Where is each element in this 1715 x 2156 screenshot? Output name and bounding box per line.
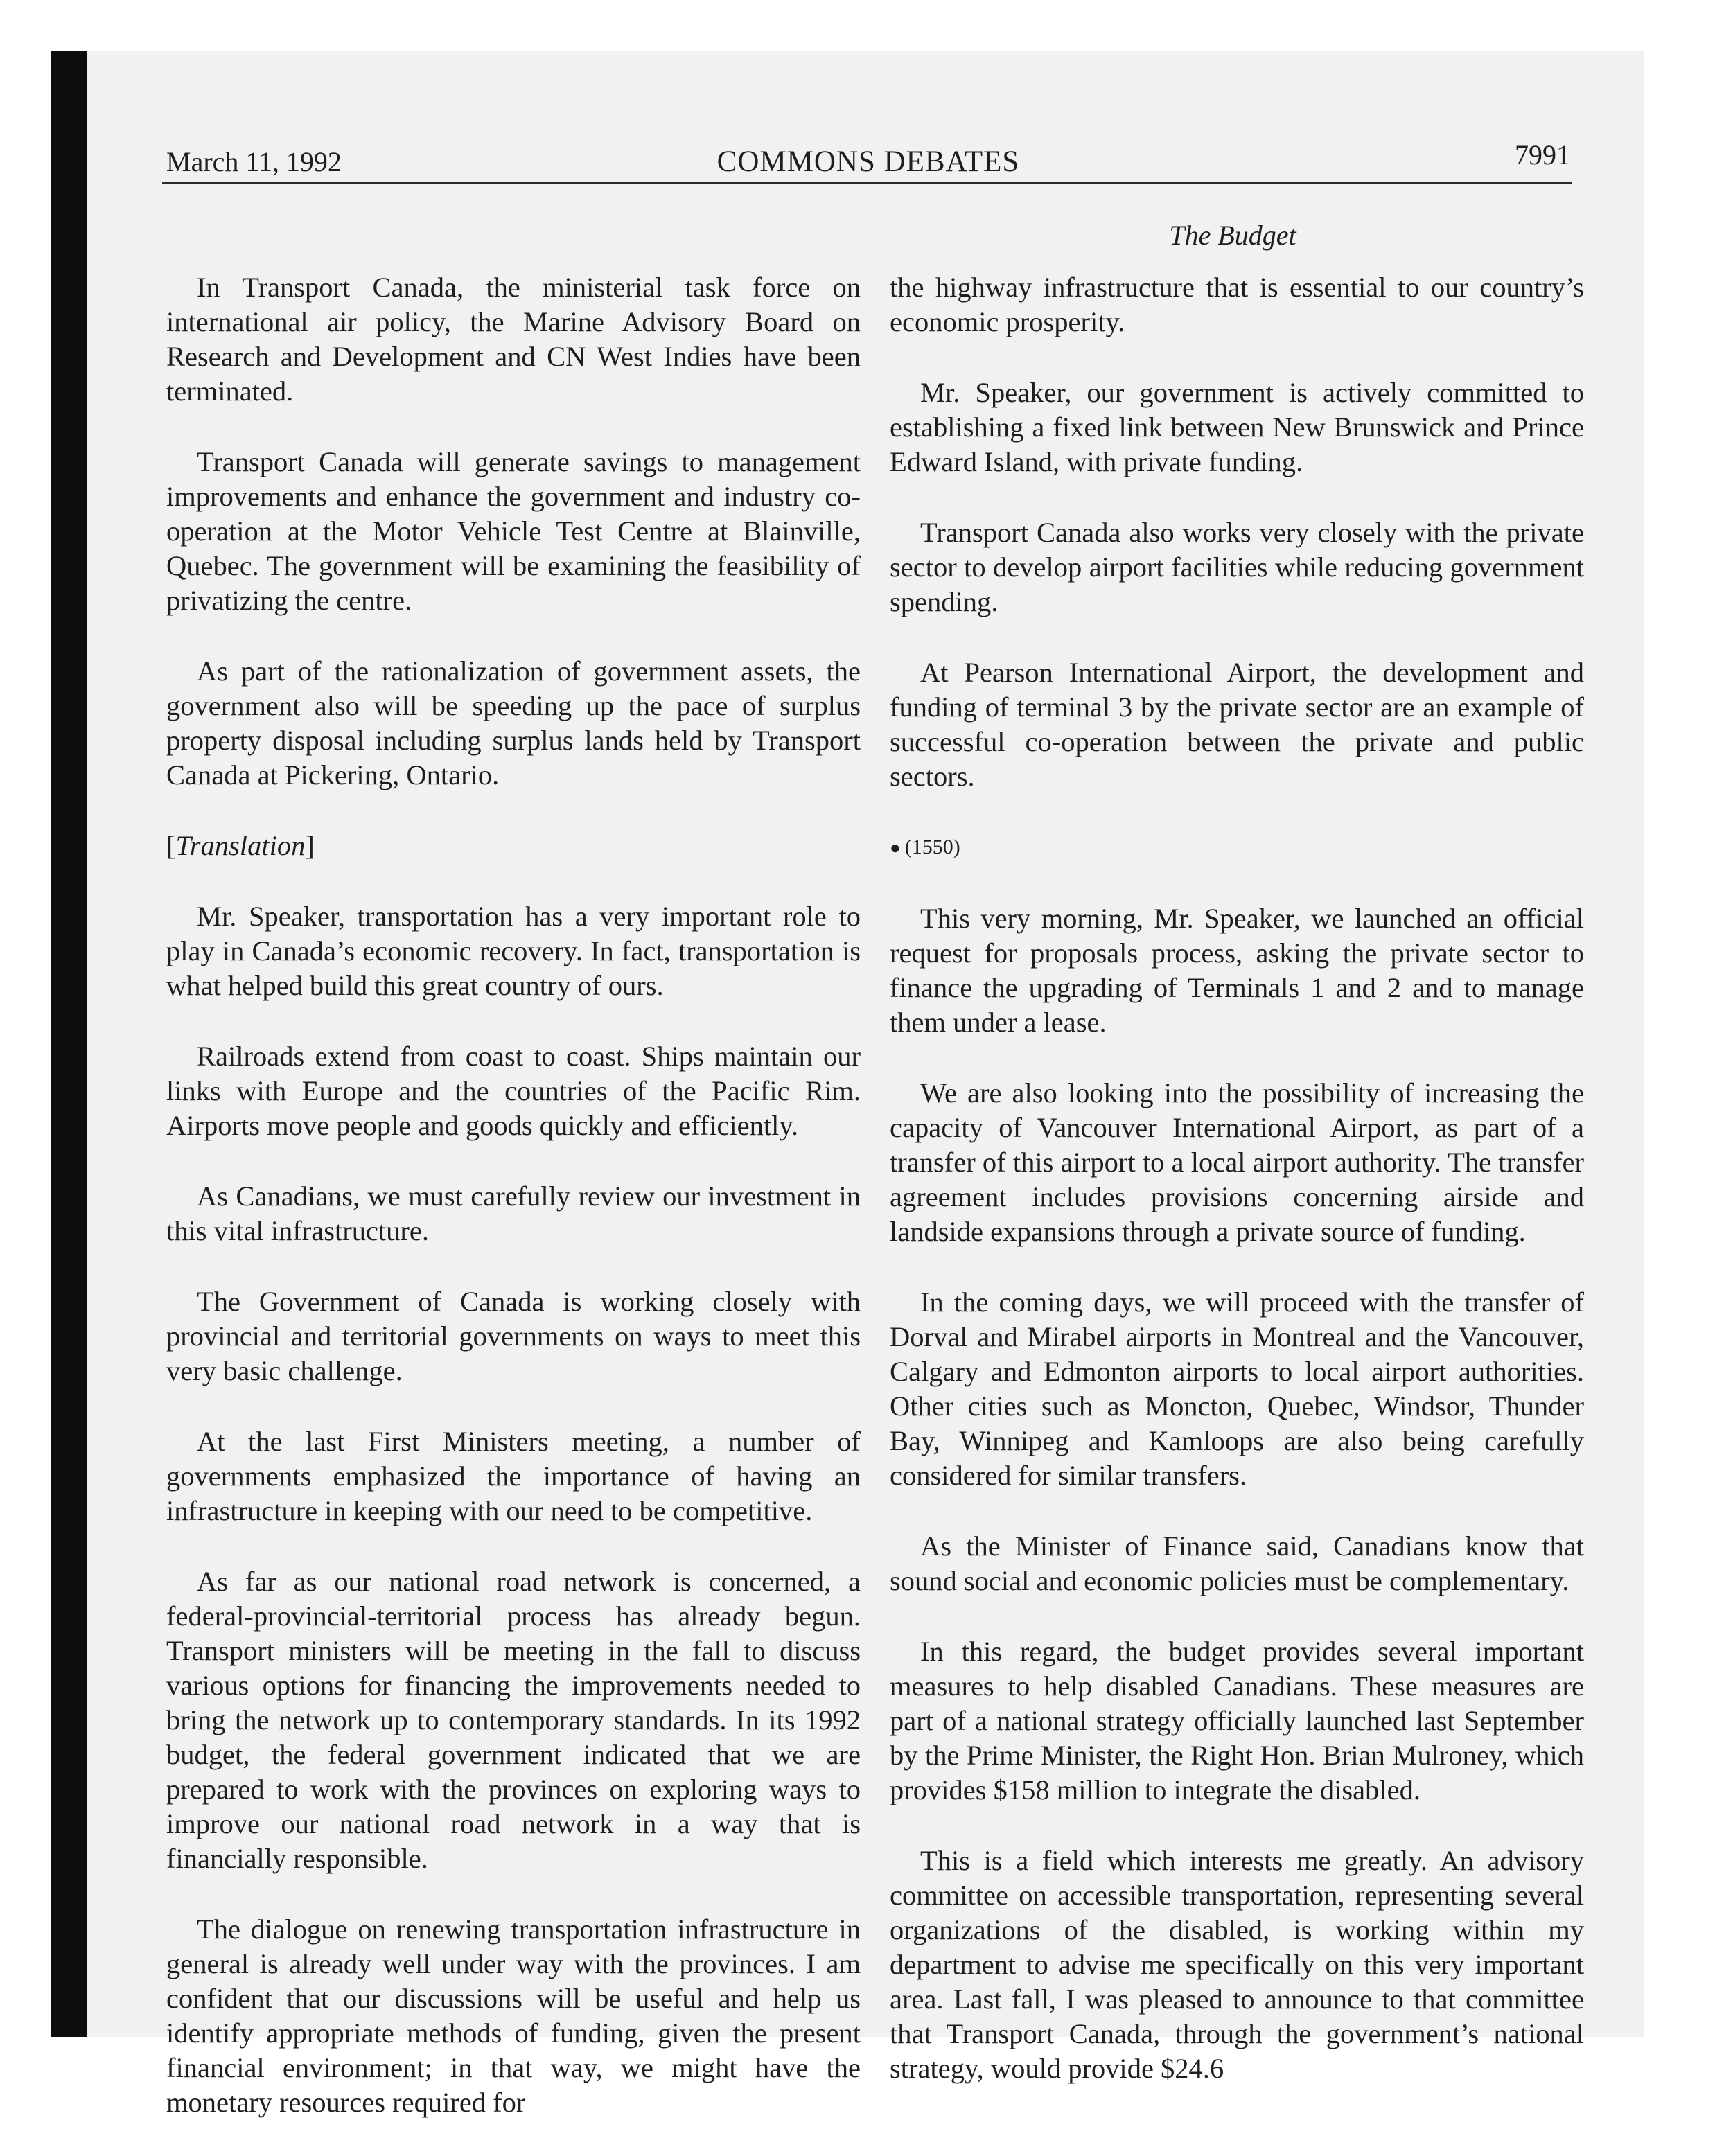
paragraph: The Government of Canada is working closely with provincial and territorial governments on ways to meet this very basic challenge. <box>166 1286 861 1386</box>
paragraph: At the last First Ministers meeting, a number of governments emphasized the importance of having an infrastructure in keeping with our need to be competitive. <box>166 1426 861 1526</box>
time-marker-text: (1550) <box>904 836 960 858</box>
paragraph: Transport Canada also works very closely with the private sector to develop airport facilities while reducing government spending. <box>890 517 1584 617</box>
translation-label: Translation <box>175 830 306 861</box>
paragraph: As far as our national road network is concerned, a federal-provincial-territorial process has already begun. Transport ministers will be meeting in the fall to discuss various options for financing the improvements needed to bring the network up to contemporary standards. In its 1992 budget, the federal government indicated that we are prepared to work with the provinces on exploring ways to improve our national road network in a way that is financially responsible. <box>166 1566 861 1874</box>
paragraph: Mr. Speaker, transportation has a very important role to play in Canada’s economic recovery. In fact, transportation is what helped build this great country of ours. <box>166 901 861 1001</box>
paragraph: In this regard, the budget provides several important measures to help disabled Canadians. These measures are part of a national strategy officially launched last September by the Prime Minister, the Right Hon. Brian Mulroney, which provides $158 million to integrate the disabled. <box>890 1636 1584 1805</box>
paragraph: Railroads extend from coast to coast. Ships maintain our links with Europe and the countries of the Pacific Rim. Airports move people and goods quickly and efficiently. <box>166 1041 861 1141</box>
paragraph: Mr. Speaker, our government is actively committed to establishing a fixed link between New Brunswick and Prince Edward Island, with private funding. <box>890 377 1584 477</box>
paragraph: This very morning, Mr. Speaker, we launched an official request for proposals process, asking the private sector to finance the upgrading of Terminals 1 and 2 and to manage them under a lease. <box>890 903 1584 1038</box>
paragraph: Transport Canada will generate savings to management improvements and enhance the government and industry co-operation at the Motor Vehicle Test Centre at Blainville, Quebec. The government will be examining the feasibility of privatizing the centre. <box>166 446 861 616</box>
translation-marker: [Translation] <box>166 830 315 861</box>
paragraph: the highway infrastructure that is essential to our country’s economic prosperity. <box>890 272 1584 337</box>
paragraph: As Canadians, we must carefully review our investment in this vital infrastructure. <box>166 1181 861 1246</box>
header-publication: COMMONS DEBATES <box>716 145 1020 178</box>
left-column <box>166 270 861 2156</box>
header-page-number: 7991 <box>1515 139 1570 170</box>
paragraph: In the coming days, we will proceed with the transfer of Dorval and Mirabel airports in Montreal and the Vancouver, Calgary and Edmonton airports to local airport authorities. Other cities such as Moncton, Quebec, Windsor, Thunder Bay, Winnipeg and Kamloops are also being carefully considered for similar transfers. <box>890 1287 1584 1491</box>
paragraph: At Pearson International Airport, the development and funding of terminal 3 by the private sector are an example of successful co-operation between the private and public sectors. <box>890 657 1584 792</box>
paragraph: The dialogue on renewing transportation infrastructure in general is already well under way with the provinces. I am confident that our discussions will be useful and help us identify appropriate methods of funding, given the present financial environment; in that way, we might have the monetary resources required for <box>166 1914 861 2118</box>
paragraph: This is a field which interests me greatly. An advisory committee on accessible transportation, representing several organizations of the disabled, is working within my department to advise me specifically on this very important area. Last fall, I was pleased to announce to that committee that Transport Canada, through the government’s national strategy, would provide $24.6 <box>890 1845 1584 2084</box>
header-rule <box>162 182 1572 184</box>
paragraph: In Transport Canada, the ministerial task force on international air policy, the Marine Advisory Board on Research and Development and CN West Indies have been terminated. <box>166 272 861 407</box>
running-head <box>166 139 1570 182</box>
paragraph: As the Minister of Finance said, Canadians know that sound social and economic policies must be complementary. <box>890 1530 1584 1596</box>
bullet-icon: ● <box>890 838 901 858</box>
scan-edge-bar <box>51 51 87 2037</box>
header-date: March 11, 1992 <box>166 146 342 177</box>
time-marker <box>890 830 1584 865</box>
paragraph: We are also looking into the possibility of increasing the capacity of Vancouver International Airport, as part of a transfer of this airport to a local airport authority. The transfer agreement includes provisions concerning airside and landside expansions through a private source of funding. <box>890 1077 1584 1247</box>
section-title: The Budget <box>1169 220 1296 251</box>
paragraph: As part of the rationalization of government assets, the government also will be speeding up the pace of surplus property disposal including surplus lands held by Transport Canada at Pickering, Ontario. <box>166 655 861 790</box>
right-column <box>890 270 1584 2122</box>
